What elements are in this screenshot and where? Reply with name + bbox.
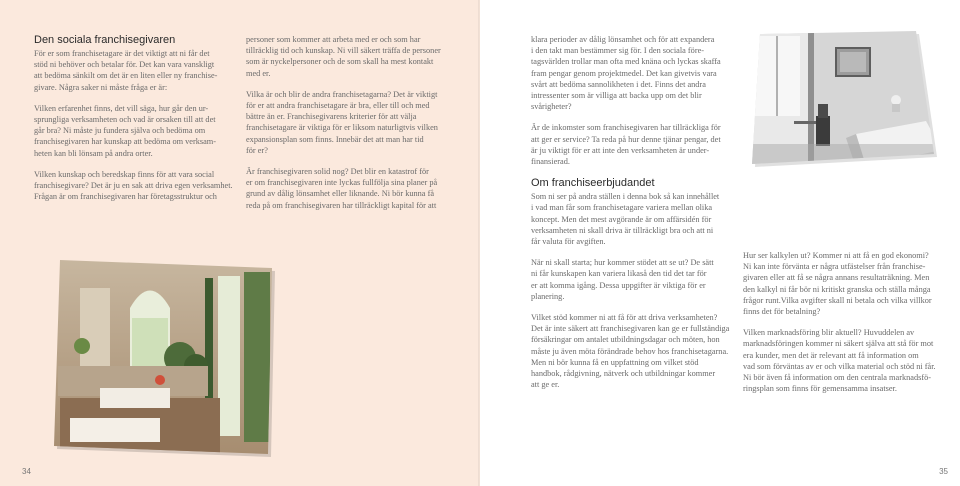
paragraph: När ni skall starta; hur kommer stödet att se ut? De sätt ni får kunskapen kan variera likaså den tid det tar för er att komma igång. Dessa uppgifter är viktiga för er planering.: [531, 258, 714, 301]
paragraph: Vilken marknadsföring blir aktuell? Huvuddelen av marknadsföringen kommer ni säkert själva att stå för mot era kunder, men det är relevant att få information om vad som förväntas av er och vilka material och stöd ni får. Ni bör även få information om den centrala marknadsfö- ringsplan som finns för gemensamma insatser.: [743, 328, 936, 394]
hotel-room-photo: [746, 26, 942, 168]
paragraph: klara perioder av dålig lönsamhet och för att expandera i den takt man bestämmer sig för. I den sociala före- tagsvärlden trollar man ofta med knäna och lyckas skaffa fram pengar genom projektmedel. Det kan givetvis vara svårt att bedöma sannolikheten i det. Finns det andra intressenter som är villiga att backa upp om det blir svårigheter?: [531, 35, 721, 112]
right-page: [480, 0, 960, 486]
section-heading: Den sociala franchisegivaren: [34, 34, 176, 46]
paragraph: personer som kommer att arbeta med er och som har tillräcklig tid och kunskap. Ni vill säkert träffa de personer som är nyckelpersoner och de som skall ha mest kontakt med er.: [246, 35, 441, 78]
paragraph: Vilken erfarenhet finns, det vill säga, hur går den ur- sprungliga verksamheten och vad är orsaken till att det går bra? Ni måste ju fundera själva och bedöma om franchisegivaren har kunskap att bedöma om verksam- heten kan bli lönsam på andra orter.: [34, 103, 217, 158]
right-column-1: [531, 34, 731, 400]
page-number: 34: [22, 467, 31, 476]
right-column-2: [743, 250, 948, 404]
paragraph: För er som franchisetagare är det viktigt att ni får det stöd ni behöver och betalar för. Det kan vara vanskligt att bedöma sänkilt om det är en liten eller ny franchise- givare. Några saker ni måste fråga er är:: [34, 49, 218, 92]
paragraph: Vilka är och blir de andra franchisetagarna? Det är viktigt för er att andra franchisetagare är bra, eller till och med bättre än er. Franchisegivarens kriterier för att välja franchisetagare är viktiga för er liksom naturligtvis vilken expansionsplan som finns. Innebär det att man har tid för er?: [246, 89, 438, 155]
paragraph: Som ni ser på andra ställen i denna bok så kan innehållet i vad man får som franchisetagare variera mellan olika koncept. Men det mest avgörande är om affärsidén för verksamheten ni skall driva är tillräckligt bra och att ni får valuta för avgiften.: [531, 192, 720, 247]
paragraph: Vilken kunskap och beredskap finns för att vara social franchisegivare? Det är ju en sak att driva egen verksamhet. Frågan är om franchisegivaren har företagsstruktur och: [34, 169, 233, 202]
page-number: 35: [939, 467, 948, 476]
section-heading: Om franchiseerbjudandet: [531, 177, 655, 190]
left-column-2: [246, 34, 451, 221]
paragraph: Är franchisegivaren solid nog? Det blir en katastrof för er om franchisegivaren inte lyckas fullfölja sina planer på grund av dålig lönsamhet eller liknande. Ni bör kunna få reda på om franchisegivaren har tillräckligt kapital för att: [246, 167, 438, 210]
paragraph: Hur ser kalkylen ut? Kommer ni att få en god ekonomi? Ni kan inte förvänta er några utfästelser från franchise- givaren eller att få se några annans resultaträkning. Men den kalkyl ni får bör ni kritiskt granska och ställa många frågor runt.Vilka avgifter skall ni betala och vilka villkor finns det för betalning?: [743, 251, 932, 317]
paragraph: Vilket stöd kommer ni att få för att driva verksamheten? Det är inte säkert att franchisegivaren kan ge er fullständiga försäkringar om antalet utbildningsdagar och möten, hon måste ju även möta förändrade behov hos franchisetagarna. Men ni bör kunna få en uppfattning om vilket stöd handbok, rådgivning, nätverk och utbildningar kommer att ge er.: [531, 313, 730, 390]
restaurant-photo: [40, 248, 280, 462]
paragraph: Är de inkomster som franchisegivaren har tillräckliga för att ger er service? Ta reda på hur denne tjänar pengar, det är ju viktigt för er att inte den verksamheten är under- finansierad.: [531, 123, 721, 167]
left-column-1: [34, 34, 234, 212]
